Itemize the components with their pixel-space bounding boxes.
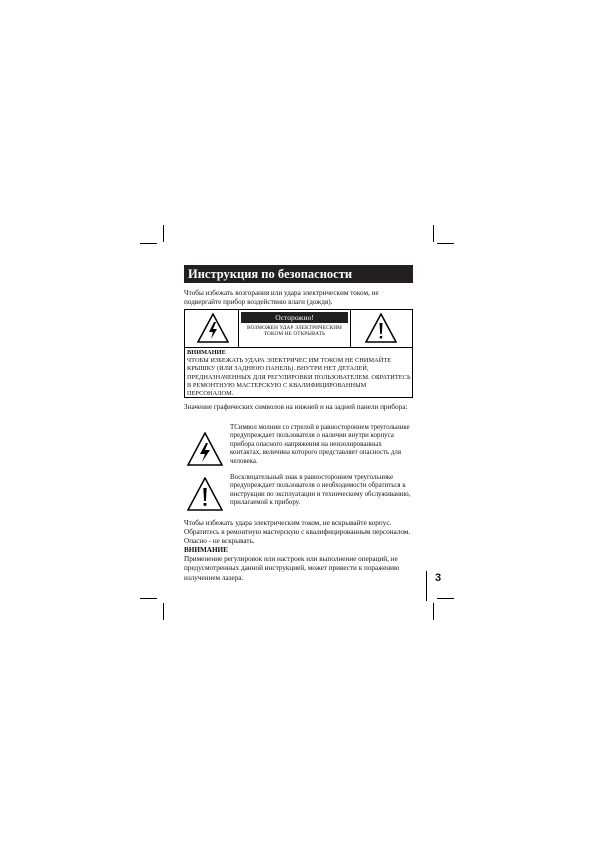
caution-label: Осторожно!: [241, 312, 348, 323]
crop-mark: [163, 603, 164, 620]
crop-mark: [437, 243, 454, 244]
symbols-intro: Значение графических символов на нижней и на задней панели прибора:: [184, 403, 408, 411]
warning-body: [187, 349, 411, 398]
lightning-triangle-icon: [197, 313, 229, 343]
laser-warning: [184, 546, 414, 583]
crop-mark: [433, 603, 434, 620]
crop-mark: [140, 243, 157, 244]
warning-text: ЧТОБЫ ИЗБЕЖАТЬ УДАРА ЭЛЕКТРИЧЕС ИМ ТОКОМ НЕ СНИМАЙТЕ КРЫШКУ (ИЛИ ЗАДНЮЮ ПАНЕЛЬ). ВНУТРИ НЕТ ДЕТАЛЕЙ, ПРЕДНАЗНАЧЕННЫХ ДЛЯ РЕГУЛИРОВКИ ПОЛЬЗОВАТЕЛЕМ. ОБРАТИТЕСЬ В РЕМОНТНУЮ МАСТЕРСКУЮ С КВАЛИФИЦИРОВАННЫМ ПЕРСОНАЛОМ.: [187, 357, 411, 398]
crop-mark: [437, 598, 454, 599]
section-title: Инструкция по безопасности: [184, 265, 413, 283]
crop-mark: [433, 225, 434, 242]
warning-header: [185, 310, 412, 348]
page-divider: [426, 571, 427, 601]
page-number: 3: [435, 572, 442, 584]
lightning-triangle-icon: [187, 432, 223, 466]
exclamation-description: Восклицательный знак в равностороннем треугольнике предупреждает пользователя о необходимости обратиться к инструкции по эксплуатации и техническому обслуживанию, прилагаемой к прибору.: [230, 474, 411, 507]
caution-text: ВОЗМОЖЕН УДАР ЭЛЕКТРИЧЕСКИМ ТОКОМ НЕ ОТКРЫВАТЬ: [247, 325, 342, 338]
warning-heading: ВНИМАНИЕ: [187, 349, 226, 356]
crop-mark: [163, 225, 164, 242]
exclamation-triangle-icon: [365, 313, 397, 343]
laser-text: Применение регулировок или настроек или выполнение операций, не предусмотренных данной инструкцией, может привести к поражению излучением лазера.: [184, 555, 400, 582]
lightning-symbol-row: [184, 424, 414, 474]
laser-heading: ВНИМАНИЕ: [184, 546, 228, 554]
closing-text: Чтобы избежать удара электрическим током, не вскрывайте корпус. Обратитесь в ремонтную мастерскую с квалифицированным персоналом. Опасно - не вскрывать.: [184, 519, 411, 546]
caution-cell: [238, 310, 351, 347]
intro-text: Чтобы избежать возгорания или удара электрическим током, не подвергайте прибор воздействию влаги (дождя).: [184, 289, 379, 307]
warning-box: [184, 309, 413, 398]
exclamation-symbol-row: [184, 474, 414, 516]
exclamation-triangle-icon: [187, 477, 223, 511]
lightning-description: ТСимвол молнии со стрелой в равностороннем треугольнике предупреждает пользователя о наличии внутри корпуса прибора опасного напряжения на неизолированных контактах, величина которого представляет опасность для человека.: [230, 424, 410, 465]
crop-mark: [140, 598, 157, 599]
